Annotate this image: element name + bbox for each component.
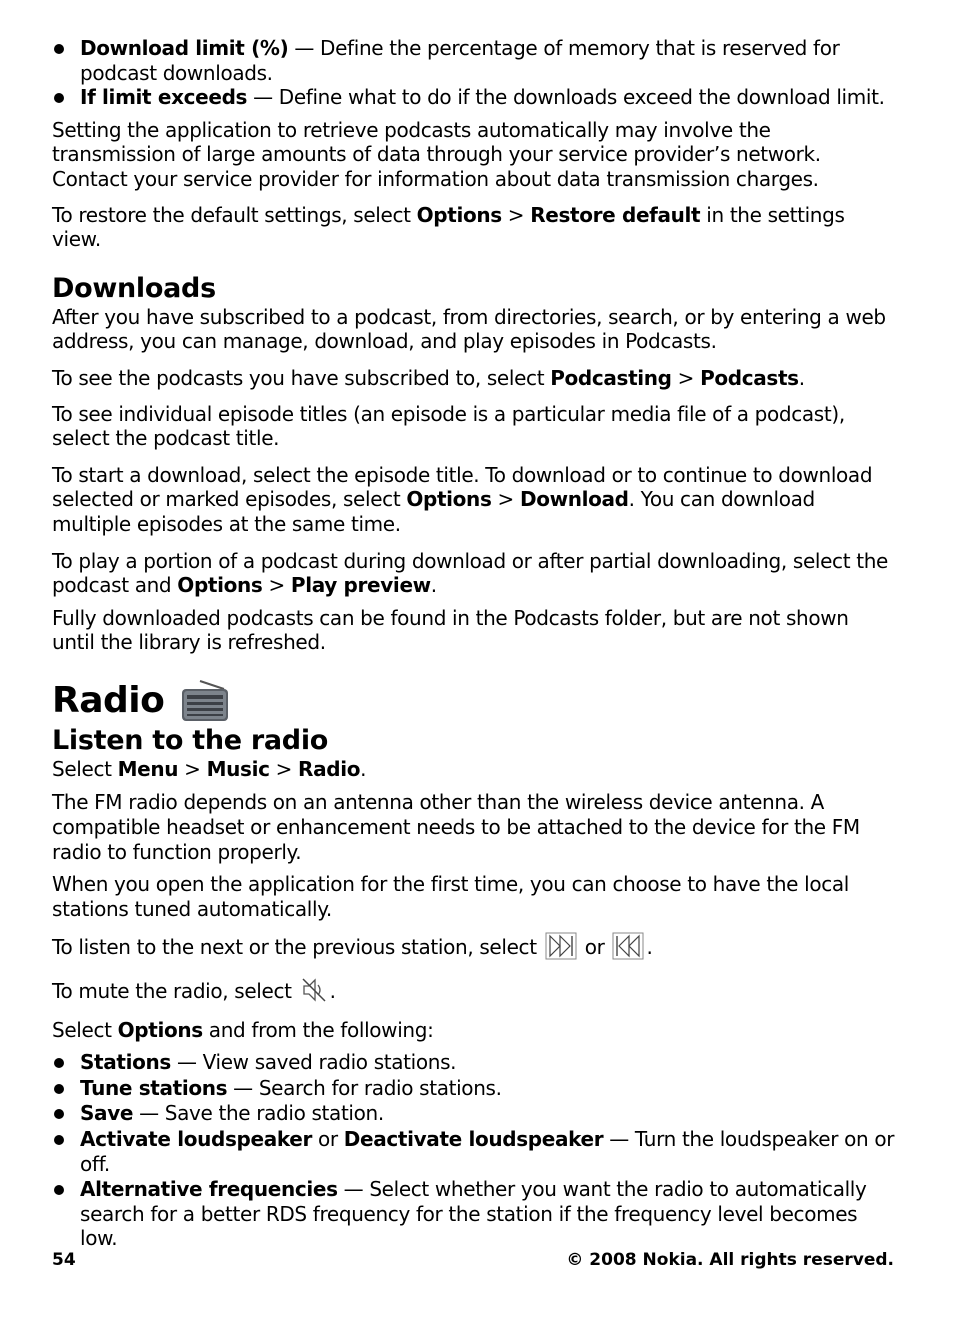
start-download-paragraph: To start a download, select the episode title. To download or to continue to download selected or marked episodes, select Options > Download. You can download multiple episodes at the same time. bbox=[52, 462, 873, 536]
downloads-paragraph: After you have subscribed to a podcast, from directories, search, or by entering a web address, you can manage, download, and play episodes in Podcasts. bbox=[52, 304, 886, 354]
list-term: Save bbox=[80, 1101, 134, 1126]
page-number: 54 bbox=[52, 1250, 76, 1270]
list-desc: — Define what to do if the downloads exceed the download limit. bbox=[247, 85, 885, 110]
radio-icon bbox=[180, 679, 230, 723]
list-item bbox=[52, 1076, 897, 1101]
restore-paragraph: To restore the default settings, select Options > Restore default in the settings view. bbox=[52, 202, 845, 252]
mute-icon bbox=[300, 976, 328, 1010]
list-item: Activate loudspeaker or Deactivate loudspeaker — Turn the loudspeaker on or off. bbox=[52, 1127, 897, 1176]
list-item bbox=[52, 85, 897, 110]
next-station-icon bbox=[545, 932, 577, 966]
list-item bbox=[52, 1101, 897, 1126]
play-preview-paragraph: To play a portion of a podcast during download or after partial downloading, select the podcast and Options > Play preview. bbox=[52, 548, 888, 598]
listen-heading: Listen to the radio bbox=[52, 724, 329, 756]
downloads-heading: Downloads bbox=[52, 272, 216, 304]
previous-station-icon bbox=[612, 932, 644, 966]
page-footer bbox=[52, 1250, 894, 1270]
list-desc: — Select whether you want the radio to automatically search for a better RDS frequency for the station if the frequency level becomes low. bbox=[80, 1177, 867, 1251]
radio-title bbox=[52, 679, 897, 723]
fully-downloaded-paragraph: Fully downloaded podcasts can be found in the Podcasts folder, but are not shown until the library is refreshed. bbox=[52, 605, 849, 655]
radio-title-text: Radio bbox=[52, 679, 165, 721]
list-term: Stations bbox=[80, 1050, 171, 1075]
radio-options-list bbox=[52, 1050, 897, 1251]
list-term: Download limit (%) bbox=[80, 36, 289, 60]
list-term: Tune stations bbox=[80, 1075, 228, 1100]
list-term: Alternative frequencies bbox=[80, 1177, 338, 1202]
first-time-paragraph: When you open the application for the first time, you can choose to have the local stations tuned automatically. bbox=[52, 872, 849, 921]
auto-retrieve-paragraph: Setting the application to retrieve podcasts automatically may involve the transmission of large amounts of data through your service provider’s network. Contact your service provider for information about data transmission charges. bbox=[52, 117, 821, 191]
page-content bbox=[52, 36, 897, 1251]
next-previous-paragraph: To listen to the next or the previous station, select or . bbox=[52, 932, 897, 966]
episode-titles-paragraph: To see individual episode titles (an episode is a particular media file of a podcast), select the podcast title. bbox=[52, 401, 845, 451]
list-desc: — Save the radio station. bbox=[133, 1101, 384, 1126]
list-desc: — Search for radio stations. bbox=[227, 1075, 502, 1100]
list-term: Activate loudspeaker bbox=[80, 1127, 312, 1151]
list-item bbox=[52, 36, 897, 85]
list-desc: — Turn the loudspeaker on or off. bbox=[80, 1127, 895, 1176]
list-item bbox=[52, 1177, 897, 1251]
list-term: If limit exceeds bbox=[80, 85, 248, 110]
list-desc: — View saved radio stations. bbox=[170, 1050, 457, 1075]
mute-paragraph: To mute the radio, select . bbox=[52, 976, 897, 1010]
list-item bbox=[52, 1050, 897, 1075]
list-desc: — Define the percentage of memory that is reserved for podcast downloads. bbox=[80, 36, 840, 85]
list-term-2: Deactivate loudspeaker bbox=[343, 1127, 604, 1151]
copyright: © 2008 Nokia. All rights reserved. bbox=[566, 1250, 894, 1270]
fm-antenna-paragraph: The FM radio depends on an antenna other than the wireless device antenna. A compatible headset or enhancement needs to be attached to the device for the FM radio to function properly. bbox=[52, 790, 860, 864]
podcast-settings-list bbox=[52, 36, 897, 110]
select-options-paragraph: Select Options and from the following: bbox=[52, 1017, 434, 1042]
select-radio-paragraph: Select Menu > Music > Radio. bbox=[52, 756, 367, 781]
podcasts-paragraph: To see the podcasts you have subscribed to, select Podcasting > Podcasts. bbox=[52, 365, 805, 390]
